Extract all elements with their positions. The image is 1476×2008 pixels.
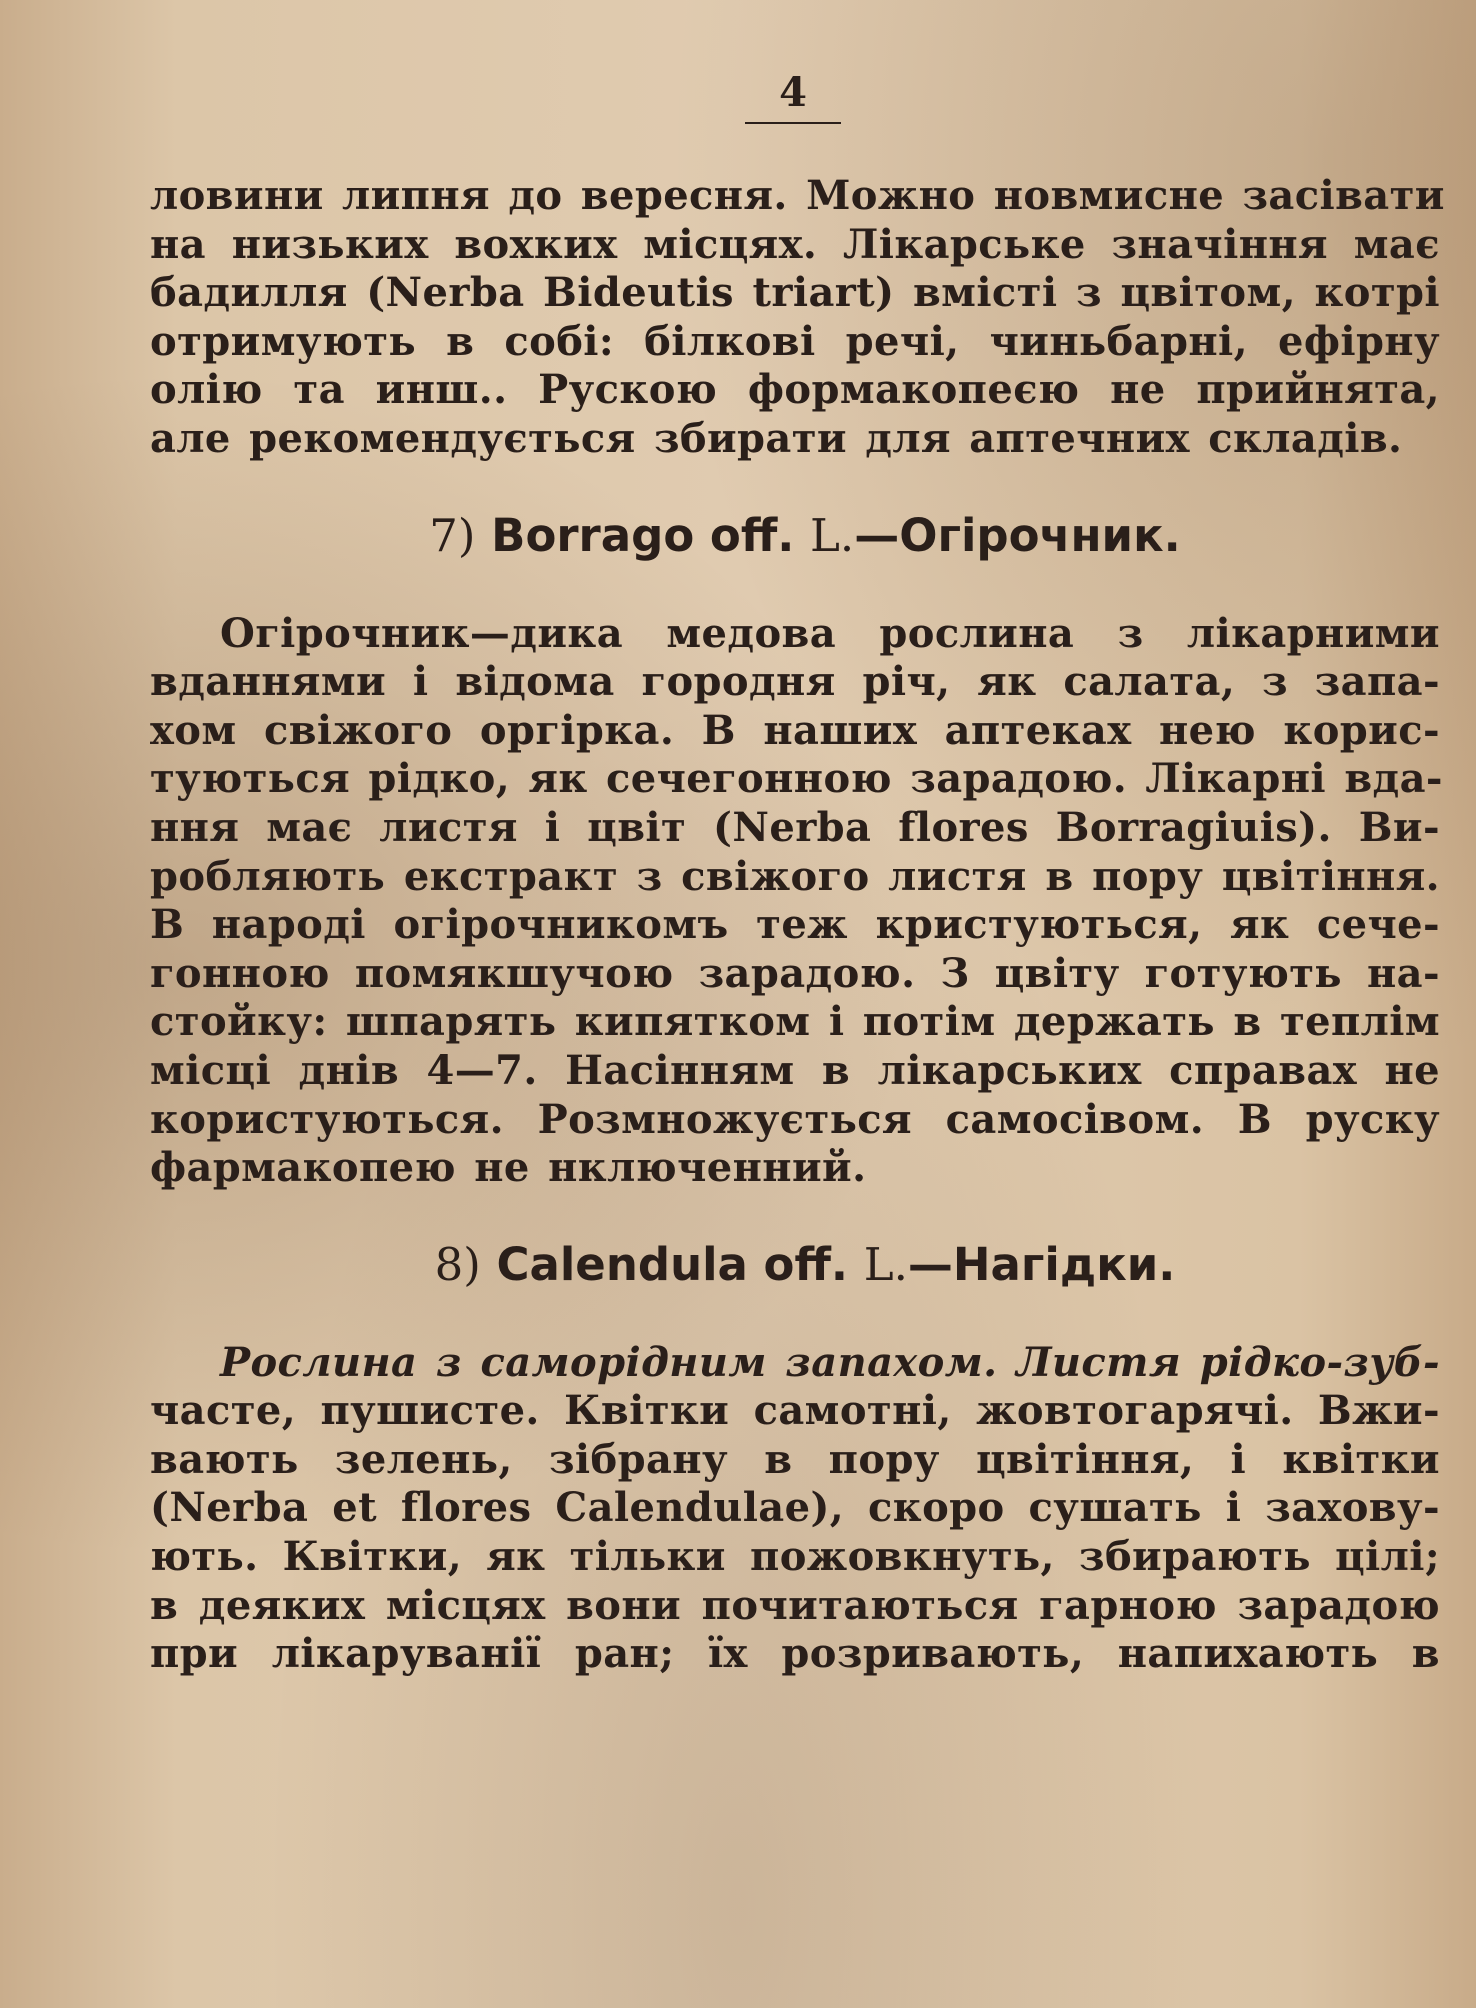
heading-dash: —: [854, 508, 900, 562]
text-line: ють. Квітки, як тільки пожовкнуть, збирають цілі;: [150, 1533, 1440, 1581]
text-line: вданнями і відома городня річ, як салата, з запа-: [150, 658, 1440, 706]
text-line: часте, пушисте. Квітки самотні, жовтогарячі. Вжи-: [150, 1387, 1440, 1435]
text-line: але рекомендується збирати для аптечних складів.: [150, 414, 1403, 462]
section-heading-borrago: [150, 508, 1440, 564]
text-line: (Nerba et flores Calendulae), скоро сушать і захову-: [150, 1484, 1440, 1532]
latin-name: Borrago off.: [491, 508, 795, 562]
text-line: місці днів 4—7. Насінням в лікарських справах не: [150, 1046, 1440, 1094]
latin-name: Calendula off.: [496, 1237, 849, 1291]
text-line: на низьких вохких місцях. Лікарське значіння має: [150, 220, 1440, 268]
text-line: олію та инш.. Рускою формакопеєю не прийнята,: [150, 366, 1440, 414]
paragraph-intro: [150, 172, 1445, 464]
text-line: вають зелень, зібрану в пору цвітіння, і квітки: [150, 1435, 1440, 1483]
page-body: [150, 172, 1445, 1679]
author-abbrev: L.: [863, 1237, 908, 1291]
text-line: фармакопею не нключенний.: [150, 1144, 867, 1192]
page-header: [0, 68, 1476, 124]
text-line: гонною помякшучою зарадою. З цвіту готують на-: [150, 949, 1440, 997]
text-line: отримують в собі: білкові речі, чиньбарні, ефірну: [150, 317, 1440, 365]
text-line: в деяких місцях вони почитаються гарною зарадою: [150, 1581, 1440, 1629]
text-line: ння має листя і цвіт (Nerba flores Borragiuis). Ви-: [150, 803, 1440, 851]
text-line: бадилля (Nerba Bideutis triart) вмісті з цвітом, котрі: [150, 269, 1440, 317]
section-heading-calendula: [150, 1237, 1440, 1293]
text-line: В народі огірочникомъ теж кристуються, як сече-: [150, 901, 1440, 949]
text-line: туються рідко, як сечегонною зарадою. Лікарні вда-: [150, 755, 1443, 803]
text-line: користуються. Розмножується самосівом. В руску: [150, 1095, 1440, 1143]
text-line: робляють екстракт з свіжого листя в пору цвітіння.: [150, 852, 1440, 900]
text-line: ловини липня до вересня. Можно новмисне засівати: [150, 172, 1445, 219]
page-number: 4: [745, 68, 841, 124]
text-line: при лікаруванії ран; їх розривають, напихають в: [150, 1630, 1440, 1678]
section-number: 7): [429, 508, 476, 562]
author-abbrev: L.: [810, 508, 855, 562]
ukrainian-name: Огірочник.: [899, 508, 1181, 562]
paragraph-calendula: [150, 1339, 1440, 1679]
text-line: хом свіжого оргірка. В наших аптеках нею корис-: [150, 706, 1440, 754]
heading-dash: —: [907, 1237, 953, 1291]
ukrainian-name: Нагідки.: [952, 1237, 1176, 1291]
section-number: 8): [434, 1237, 481, 1291]
text-line: Огірочник—дика медова рослина з лікарними: [220, 609, 1440, 657]
text-line: стойку: шпарять кипятком і потім держать в теплім: [150, 998, 1440, 1046]
paragraph-borrago: [150, 609, 1443, 1193]
text-line: Рослина з саморідним запахом. Листя рідко-зуб-: [220, 1338, 1440, 1386]
